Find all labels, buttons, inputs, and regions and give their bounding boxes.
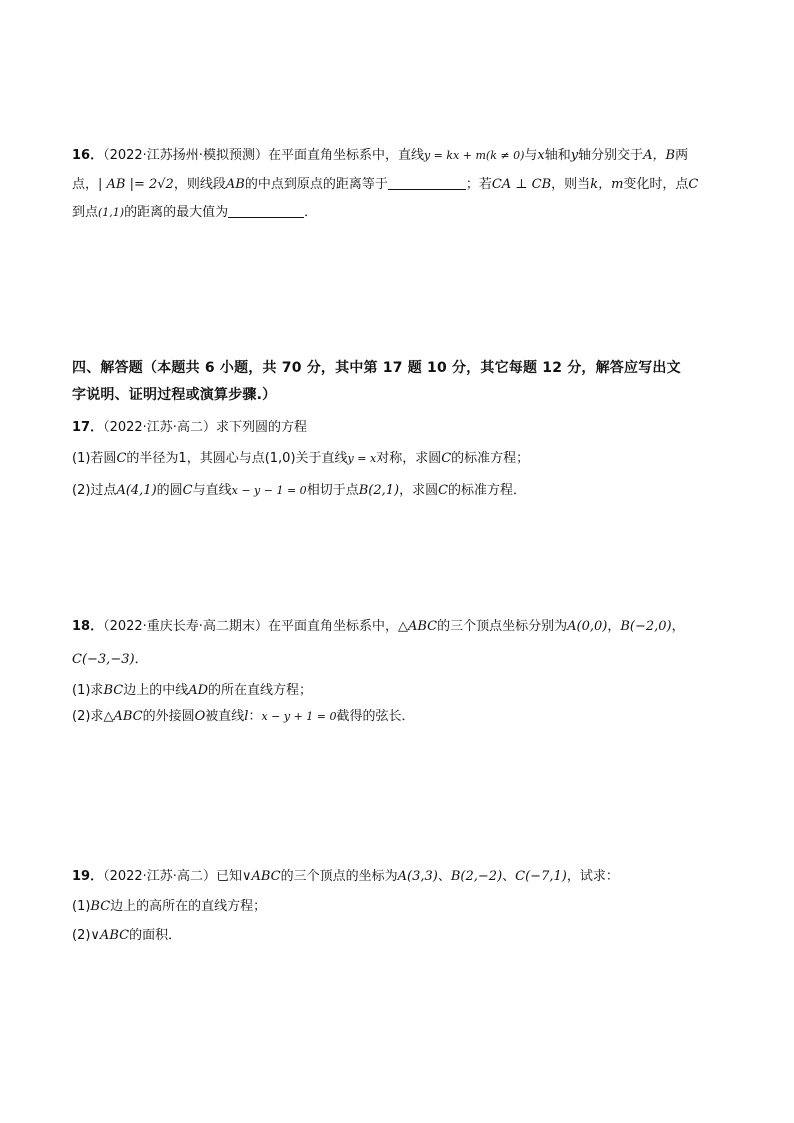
q16-text: 轴和: [544, 148, 571, 163]
q17-text: 相切于点: [306, 483, 359, 498]
q17-tangent-line: x − y − 1 = 0: [231, 484, 307, 497]
q18-line-l: l: [244, 709, 249, 724]
q17-point-a: A(4,1): [116, 483, 157, 498]
q18-text: 的三个顶点坐标分别为: [437, 619, 568, 634]
q18-text: 在平面直角坐标系中，: [267, 619, 398, 634]
q18-part-label: (2): [72, 709, 91, 724]
q16-text: ；若: [465, 177, 492, 192]
q19-point-c: C(−7,1): [515, 869, 567, 884]
q19-text: ，试求：: [566, 869, 619, 884]
q19-side-bc: BC: [90, 899, 111, 914]
answer-blank-2[interactable]: [228, 203, 304, 218]
q17-intro: 求下列圆的方程: [215, 420, 307, 435]
q19-triangle: ∨ABC: [90, 928, 130, 943]
q16-var-x: x: [537, 148, 545, 163]
q18-text: 的外接圆: [142, 709, 195, 724]
q16-text: 两: [675, 148, 689, 163]
q19-triangle: ∨ABC: [241, 869, 281, 884]
q18-point-c: C(−3,−3): [72, 652, 135, 667]
q16-var-y: y: [570, 148, 579, 163]
q19-point-b: B(2,−2): [450, 869, 503, 884]
q16-abs-formula: | AB |= 2√2: [98, 177, 174, 192]
q16-text: 到点: [72, 205, 99, 220]
q17-text: 的圆: [156, 483, 183, 498]
q18-circle-o: O: [194, 709, 206, 724]
q18-triangle: △ABC: [397, 619, 438, 634]
q16-text: 变化时，点: [623, 177, 689, 192]
q16-text: 的距离的最大值为: [124, 205, 229, 220]
q18-source: （2022·重庆长寿·高二期末）: [103, 619, 268, 634]
q17-point: (1,0): [264, 451, 296, 466]
q19-part-2: [72, 926, 732, 946]
q18-side-bc: BC: [103, 683, 124, 698]
q18-text: ，: [671, 619, 685, 634]
q16-text: 轴分别交于: [578, 148, 644, 163]
q19-text: 的面积．: [129, 928, 182, 943]
q17-radius: 1: [178, 451, 187, 466]
q17-var-c: C: [116, 451, 127, 466]
q18-part-label: (1): [72, 683, 91, 698]
q19-text: 、: [502, 869, 516, 884]
q18-text: 求: [90, 709, 104, 724]
q16-vars-km: k，m: [590, 177, 624, 192]
q18-text: 边上的中线: [123, 683, 189, 698]
q17-source: （2022·江苏·高二）: [103, 420, 216, 435]
answer-blank-1[interactable]: [388, 175, 466, 190]
q19-line-1: [72, 867, 732, 887]
q18-line-2: [72, 650, 732, 670]
q16-line-3: [72, 203, 732, 223]
q16-number: 16．: [72, 148, 104, 163]
q18-text: ．: [134, 652, 148, 667]
q17-text: ，求圆: [399, 483, 439, 498]
q16-line-2: [72, 175, 732, 195]
q18-part-1: [72, 681, 732, 701]
q16-text: 在平面直角坐标系中，直线: [267, 148, 424, 163]
section-heading-line-1: 四、解答题（本题共 6 小题，共 70 分，其中第 17 题 10 分，其它每题 12 分，解答应写出文: [72, 360, 681, 376]
q17-line-yx: y = x: [347, 452, 377, 465]
q18-point-a: A(0,0): [567, 619, 608, 634]
q19-part-label: (2): [72, 928, 91, 943]
q17-part-label: (1): [72, 451, 91, 466]
q16-point-11: (1,1): [98, 206, 125, 219]
q17-var-c: C: [182, 483, 193, 498]
q18-text: 的所在直线方程；: [208, 683, 313, 698]
q16-text: ．: [304, 205, 318, 220]
q16-points-ab: A，B: [643, 148, 676, 163]
q17-text: 的标准方程．: [448, 483, 527, 498]
q17-point-b: B(2,1): [358, 483, 400, 498]
q16-text: ，则线段: [173, 177, 226, 192]
q18-number: 18．: [72, 619, 104, 634]
q18-point-b: B(−2,0): [620, 619, 672, 634]
q16-point-c: C: [688, 177, 699, 192]
q18-line-1: [72, 617, 732, 637]
q18-text: 被直线: [205, 709, 245, 724]
q18-text: 截得的弦长．: [336, 709, 415, 724]
q18-text: ：: [248, 709, 262, 724]
q17-title: [72, 418, 732, 438]
q18-part-2: [72, 707, 732, 727]
q17-text: 若圆: [90, 451, 117, 466]
q17-text: 与直线: [192, 483, 232, 498]
q17-number: 17．: [72, 420, 104, 435]
q19-point-a: A(3,3): [397, 869, 438, 884]
q16-perp-formula: CA ⊥ CB: [491, 177, 552, 192]
q19-text: 、: [437, 869, 451, 884]
q19-part-label: (1): [72, 899, 91, 914]
q19-number: 19．: [72, 869, 104, 884]
q16-text: 点，: [72, 177, 99, 192]
q17-text: 的标准方程；: [451, 451, 530, 466]
q19-source: （2022·江苏·高二）: [103, 869, 216, 884]
q16-line-formula: y = kx + m(k ≠ 0): [423, 149, 525, 162]
q17-part-label: (2): [72, 483, 91, 498]
q16-text: 与: [524, 148, 538, 163]
q17-part-1: [72, 449, 732, 469]
q17-text: 对称，求圆: [376, 451, 442, 466]
q18-triangle: △ABC: [103, 709, 143, 724]
q19-text: 边上的高所在的直线方程；: [110, 899, 267, 914]
q17-text: 关于直线: [295, 451, 348, 466]
q18-line-equation: x − y + 1 = 0: [261, 710, 337, 723]
q18-median-ad: AD: [188, 683, 209, 698]
q17-text: 过点: [90, 483, 117, 498]
q18-text: ，: [607, 619, 621, 634]
q17-var-c: C: [438, 483, 449, 498]
q16-text: 的中点到原点的距离等于: [244, 177, 388, 192]
section-heading-line-2: 字说明、证明过程或演算步骤.）: [72, 387, 277, 403]
q19-part-1: [72, 897, 732, 917]
q17-text: 的半径为: [126, 451, 179, 466]
q17-text: ，其圆心与点: [186, 451, 265, 466]
q17-part-2: [72, 481, 732, 501]
q18-text: 求: [90, 683, 104, 698]
q16-source: （2022·江苏扬州·模拟预测）: [103, 148, 268, 163]
q19-text: 已知: [215, 869, 242, 884]
q19-text: 的三个顶点的坐标为: [280, 869, 398, 884]
q16-line-1: [72, 146, 732, 166]
q16-text: ，则当: [551, 177, 591, 192]
q16-segment-ab: AB: [225, 177, 245, 192]
q17-var-c: C: [441, 451, 452, 466]
